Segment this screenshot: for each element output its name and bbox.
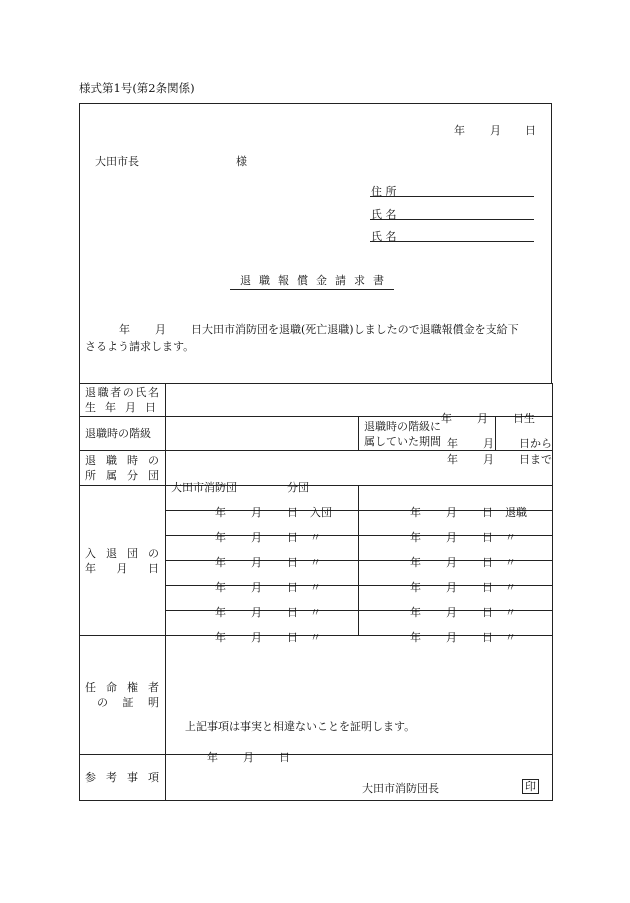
history-year: 年 xyxy=(410,631,421,644)
history-day: 日 xyxy=(482,506,493,519)
history-day: 日 xyxy=(287,506,298,519)
addressee-honorific: 様 xyxy=(236,155,247,168)
history-note: 〃 xyxy=(310,606,321,619)
history-year: 年 xyxy=(215,606,226,619)
history-month: 月 xyxy=(446,531,457,544)
form-number-label: 様式第1号(第2条関係) xyxy=(79,81,195,95)
history-day: 日 xyxy=(482,631,493,644)
period-to-month: 月 xyxy=(483,452,494,466)
remarks-label-text: 参 考 事 項 xyxy=(85,771,159,784)
history-leave-cell[interactable] xyxy=(359,486,553,519)
history-month: 月 xyxy=(446,581,457,594)
history-month: 月 xyxy=(446,506,457,519)
history-day: 日 xyxy=(287,631,298,644)
history-note: 〃 xyxy=(310,581,321,594)
history-year: 年 xyxy=(215,531,226,544)
address-field[interactable] xyxy=(370,183,534,197)
history-note: 〃 xyxy=(310,631,321,644)
period-label-line-1: 退職時の階級に xyxy=(364,419,441,433)
history-label xyxy=(80,486,166,636)
history-note: 〃 xyxy=(505,606,516,619)
remarks-value[interactable] xyxy=(166,755,553,801)
history-year: 年 xyxy=(215,506,226,519)
history-day: 日 xyxy=(287,581,298,594)
period-label-line-2: 属していた期間 xyxy=(364,434,441,448)
affiliation-org: 大田市消防団 xyxy=(171,481,237,494)
history-month: 月 xyxy=(251,631,262,644)
rank-label: 退職時の階級 xyxy=(80,417,166,451)
history-month: 月 xyxy=(251,506,262,519)
certification-text: 上記事項は事実と相違ないことを証明します。 xyxy=(185,720,416,733)
birth-year: 年 xyxy=(441,412,452,425)
history-join-cell[interactable] xyxy=(166,611,359,644)
affiliation-label-line-1: 退 職 時 の xyxy=(85,454,159,467)
certification-value xyxy=(166,636,553,795)
name-birth-label xyxy=(80,384,166,417)
history-day: 日 xyxy=(287,556,298,569)
name-field-2[interactable] xyxy=(370,228,534,242)
certification-day: 日 xyxy=(279,751,290,764)
history-label-line-2: 年 月 日 xyxy=(85,561,159,575)
history-note: 退職 xyxy=(505,506,527,519)
history-join-cell[interactable] xyxy=(166,586,359,619)
history-day: 日 xyxy=(287,606,298,619)
addressee-name: 大田市長 xyxy=(95,155,139,168)
period-label xyxy=(359,417,496,451)
period-from-month: 月 xyxy=(483,436,494,450)
name-label: 退 職 者 の 氏 名 xyxy=(85,386,159,399)
body-line-1: 日大田市消防団を退職(死亡退職)しましたので退職報償金を支給下 xyxy=(191,323,519,336)
history-year: 年 xyxy=(215,581,226,594)
name-label-2: 氏 名 xyxy=(371,230,397,243)
history-year: 年 xyxy=(215,556,226,569)
history-month: 月 xyxy=(446,606,457,619)
document-title: 退職報償金請求書 xyxy=(230,272,394,290)
name-birth-value[interactable] xyxy=(166,384,553,425)
body-line-2: さるよう請求します。 xyxy=(85,340,195,353)
certification-year: 年 xyxy=(207,751,218,764)
certification-signer: 大田市消防団長 xyxy=(362,782,439,795)
period-to-day: 日まで xyxy=(519,452,552,466)
header-month: 月 xyxy=(490,124,501,137)
history-month: 月 xyxy=(446,631,457,644)
affiliation-label xyxy=(80,451,166,486)
history-label-line-1: 入 退 団 の xyxy=(85,546,159,560)
history-day: 日 xyxy=(287,531,298,544)
history-note: 〃 xyxy=(505,531,516,544)
certification-label-line-1: 任 命 権 者 xyxy=(85,681,159,694)
affiliation-value[interactable] xyxy=(166,451,553,494)
history-month: 月 xyxy=(251,531,262,544)
address-label: 住 所 xyxy=(371,185,397,198)
certification-label-line-2: の 証 明 xyxy=(97,696,159,709)
history-note: 〃 xyxy=(310,531,321,544)
history-year: 年 xyxy=(410,606,421,619)
history-year: 年 xyxy=(410,531,421,544)
body-month: 月 xyxy=(155,323,166,336)
remarks-label xyxy=(80,755,166,801)
history-month: 月 xyxy=(251,606,262,619)
history-note: 入団 xyxy=(310,506,332,519)
name-field-1[interactable] xyxy=(370,206,534,220)
period-from-year: 年 xyxy=(447,436,458,450)
body-year: 年 xyxy=(119,323,130,336)
affiliation-label-line-2: 所 属 分 団 xyxy=(85,469,159,482)
history-day: 日 xyxy=(482,556,493,569)
period-from-day: 日から xyxy=(519,436,552,450)
history-join-cell[interactable] xyxy=(166,561,359,594)
history-year: 年 xyxy=(410,556,421,569)
history-note: 〃 xyxy=(505,581,516,594)
certification-month: 月 xyxy=(243,751,254,764)
birth-day: 日生 xyxy=(513,412,535,425)
history-day: 日 xyxy=(482,531,493,544)
seal-stamp: 印 xyxy=(522,779,539,794)
header-day: 日 xyxy=(525,124,536,137)
rank-value[interactable] xyxy=(166,417,359,451)
history-day: 日 xyxy=(482,606,493,619)
history-month: 月 xyxy=(446,556,457,569)
history-month: 月 xyxy=(251,581,262,594)
history-note: 〃 xyxy=(505,631,516,644)
period-to-year: 年 xyxy=(447,452,458,466)
details-table xyxy=(79,383,553,801)
history-year: 年 xyxy=(215,631,226,644)
name-label-1: 氏 名 xyxy=(371,208,397,221)
history-month: 月 xyxy=(251,556,262,569)
history-year: 年 xyxy=(410,506,421,519)
history-note: 〃 xyxy=(505,556,516,569)
history-year: 年 xyxy=(410,581,421,594)
birth-month: 月 xyxy=(477,412,488,425)
affiliation-suffix: 分団 xyxy=(287,481,309,494)
certification-label xyxy=(80,636,166,755)
birth-label: 生年月日 xyxy=(85,401,165,414)
history-join-cell[interactable] xyxy=(166,536,359,569)
header-year: 年 xyxy=(454,124,465,137)
history-note: 〃 xyxy=(310,556,321,569)
table-row xyxy=(80,486,553,511)
history-day: 日 xyxy=(482,581,493,594)
